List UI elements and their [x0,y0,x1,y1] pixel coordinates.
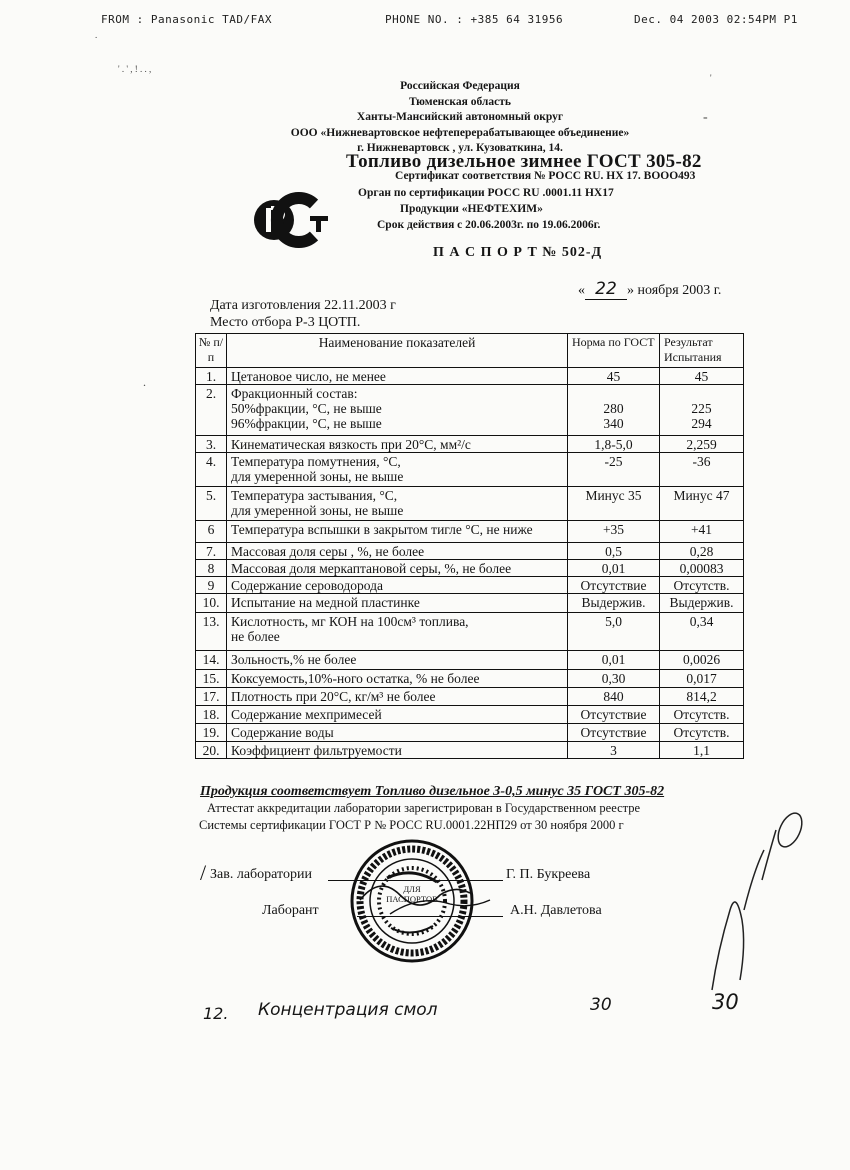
row-result: -36 [660,453,744,487]
cert-product-line: Продукции «НЕФТЕХИМ» [400,203,543,215]
row-result: Минус 47 [660,487,744,521]
row-norm: Отсутствие [568,577,660,594]
row-norm: Выдержив. [568,594,660,613]
row-result: 2,259 [660,436,744,453]
header-line: Ханты-Мансийский автономный округ [356,111,564,123]
row-norm: 3 [568,742,660,759]
row-result: +41 [660,521,744,543]
scan-speck: . [143,375,146,389]
header-line: г. Нижневартовск , ул. Кузоваткина, 14. [357,142,563,154]
table-row [196,521,744,543]
scan-speck: - [703,110,708,125]
cert-validity-line: Срок действия с 20.06.2003г. по 19.06.2006г. [377,219,601,231]
row-norm: 1,8-5,0 [568,436,660,453]
row-number: 14. [196,651,227,670]
pct-certification-logo-icon [252,192,334,248]
row-name: Массовая доля меркаптановой серы, %, не более [227,560,568,577]
row-result: 0,28 [660,543,744,560]
row-name: Содержание сероводорода [227,577,568,594]
header-num: № п/п [196,334,227,368]
row-name: Коэффициент фильтруемости [227,742,568,759]
row-name: Фракционный состав: 50%фракции, °С, не выше 96%фракции, °С, не выше [227,385,568,436]
row-norm: -25 [568,453,660,487]
manufacture-date: Дата изготовления 22.11.2003 г [210,298,396,313]
row-result: Отсутств. [660,577,744,594]
sampling-place: Место отбора Р-3 ЦОТП. [210,315,361,330]
handwritten-signature-icon [350,870,520,920]
date-quote-open: « [578,283,585,298]
table-row [196,577,744,594]
handwritten-norm: 30 [590,995,612,1015]
row-name: Кинематическая вязкость при 20°С, мм²/с [227,436,568,453]
row-number: 8 [196,560,227,577]
table-row [196,706,744,724]
row-name: Цетановое число, не менее [227,368,568,385]
laborant-label: Лаборант [262,903,319,918]
head-of-lab-label: Зав. лаборатории [210,867,312,882]
row-name: Испытание на медной пластинке [227,594,568,613]
row-name: Зольность,% не более [227,651,568,670]
row-norm: 280 340 [568,385,660,436]
scan-speck: ' [710,73,712,83]
header-result: Результат Испытания [660,334,744,368]
row-name: Массовая доля серы , %, не более [227,543,568,560]
handwritten-row-number: 12. [203,1004,229,1023]
row-result: Отсутств. [660,724,744,742]
passport-day: 22 [585,279,627,300]
row-number: 9 [196,577,227,594]
table-row [196,560,744,577]
signature-mark: / [200,860,207,885]
table-row [196,543,744,560]
scan-speck: . [95,30,98,40]
row-norm: 0,01 [568,560,660,577]
header-norm: Норма по ГОСТ [568,334,660,368]
row-result: 225 294 [660,385,744,436]
head-of-lab-name: Г. П. Букреева [506,867,591,882]
org-header [250,79,670,157]
row-result: Отсутств. [660,706,744,724]
table-row [196,651,744,670]
row-result: 0,0026 [660,651,744,670]
row-number: 13. [196,613,227,651]
row-name: Температура вспышки в закрытом тигле °С, не ниже [227,521,568,543]
conformity-statement: Продукция соответствует Топливо дизельное З-0,5 минус 35 ГОСТ 305-82 [200,784,665,799]
row-number: 20. [196,742,227,759]
row-norm: 840 [568,688,660,706]
row-name: Содержание воды [227,724,568,742]
fax-date: Dec. 04 2003 02:54PM P1 [634,13,798,26]
header-name: Наименование показателей [227,334,568,368]
row-result: 45 [660,368,744,385]
row-name: Плотность при 20°С, кг/м³ не более [227,688,568,706]
row-result: 814,2 [660,688,744,706]
margin-handwriting-icon [700,790,820,1010]
accreditation-line: Системы сертификации ГОСТ Р № РОСС RU.0001.22НП29 от 30 ноября 2000 г [199,818,624,832]
row-number: 4. [196,453,227,487]
fax-phone: PHONE NO. : +385 64 31956 [385,13,564,26]
row-norm: 0,01 [568,651,660,670]
row-number: 7. [196,543,227,560]
row-name: Содержание мехпримесей [227,706,568,724]
handwritten-row-name: Концентрация смол [258,1000,438,1020]
table-row [196,613,744,651]
handwritten-result: 30 [712,990,739,1014]
row-norm: 0,30 [568,670,660,688]
row-norm: 45 [568,368,660,385]
row-number: 17. [196,688,227,706]
scan-speck: ' . ' , ! . . , [118,64,152,74]
table-row [196,385,744,436]
row-norm: 5,0 [568,613,660,651]
stamp-text: ДЛЯ ПАСПОРТОВ [386,884,438,904]
row-norm: Отсутствие [568,706,660,724]
header-line: ООО «Нижневартовское нефтеперерабатывающее объединение» [290,126,630,139]
product-title: Топливо дизельное зимнее ГОСТ 305-82 [346,151,702,172]
header-line: Тюменская область [409,95,511,108]
row-result: 0,34 [660,613,744,651]
row-norm: 0,5 [568,543,660,560]
logo-text: PC [292,246,294,247]
table-row [196,688,744,706]
row-norm: Отсутствие [568,724,660,742]
table-row [196,742,744,759]
table-row [196,453,744,487]
passport-title: П А С П О Р Т № 502-Д [433,245,603,260]
table-row [196,594,744,613]
row-result: 0,017 [660,670,744,688]
row-number: 2. [196,385,227,436]
table-row [196,436,744,453]
row-number: 1. [196,368,227,385]
row-number: 5. [196,487,227,521]
accreditation-line: Аттестат аккредитации лаборатории зарегистрирован в Государственном реестре [207,801,641,815]
table-row [196,670,744,688]
table-row [196,724,744,742]
table-row [196,487,744,521]
laborant-name: А.Н. Давлетова [510,903,602,918]
row-number: 15. [196,670,227,688]
row-number: 19. [196,724,227,742]
row-result: 1,1 [660,742,744,759]
row-number: 10. [196,594,227,613]
passport-date [578,279,721,300]
passport-table [195,333,744,759]
row-name: Температура помутнения, °С, для умеренной зоны, не выше [227,453,568,487]
row-name: Коксуемость,10%-ного остатка, % не более [227,670,568,688]
row-result: 0,00083 [660,560,744,577]
header-line: Российская Федерация [400,80,520,92]
fax-sender: FROM : Panasonic TAD/FAX [101,13,272,26]
row-result: Выдержив. [660,594,744,613]
row-norm: Минус 35 [568,487,660,521]
passport-month-year: » ноября 2003 г. [627,283,722,298]
row-name: Температура застывания, °С, для умеренной зоны, не выше [227,487,568,521]
row-number: 18. [196,706,227,724]
row-number: 3. [196,436,227,453]
row-number: 6 [196,521,227,543]
certificate-line: Сертификат соответствия № РОСС RU. HX 17. BOOO493 [395,170,696,182]
table-header-row [196,334,744,368]
row-norm: +35 [568,521,660,543]
row-name: Кислотность, мг КОН на 100см³ топлива, не более [227,613,568,651]
cert-body-line: Орган по сертификации РОСС RU .0001.11 НХ17 [358,187,614,199]
table-row [196,368,744,385]
